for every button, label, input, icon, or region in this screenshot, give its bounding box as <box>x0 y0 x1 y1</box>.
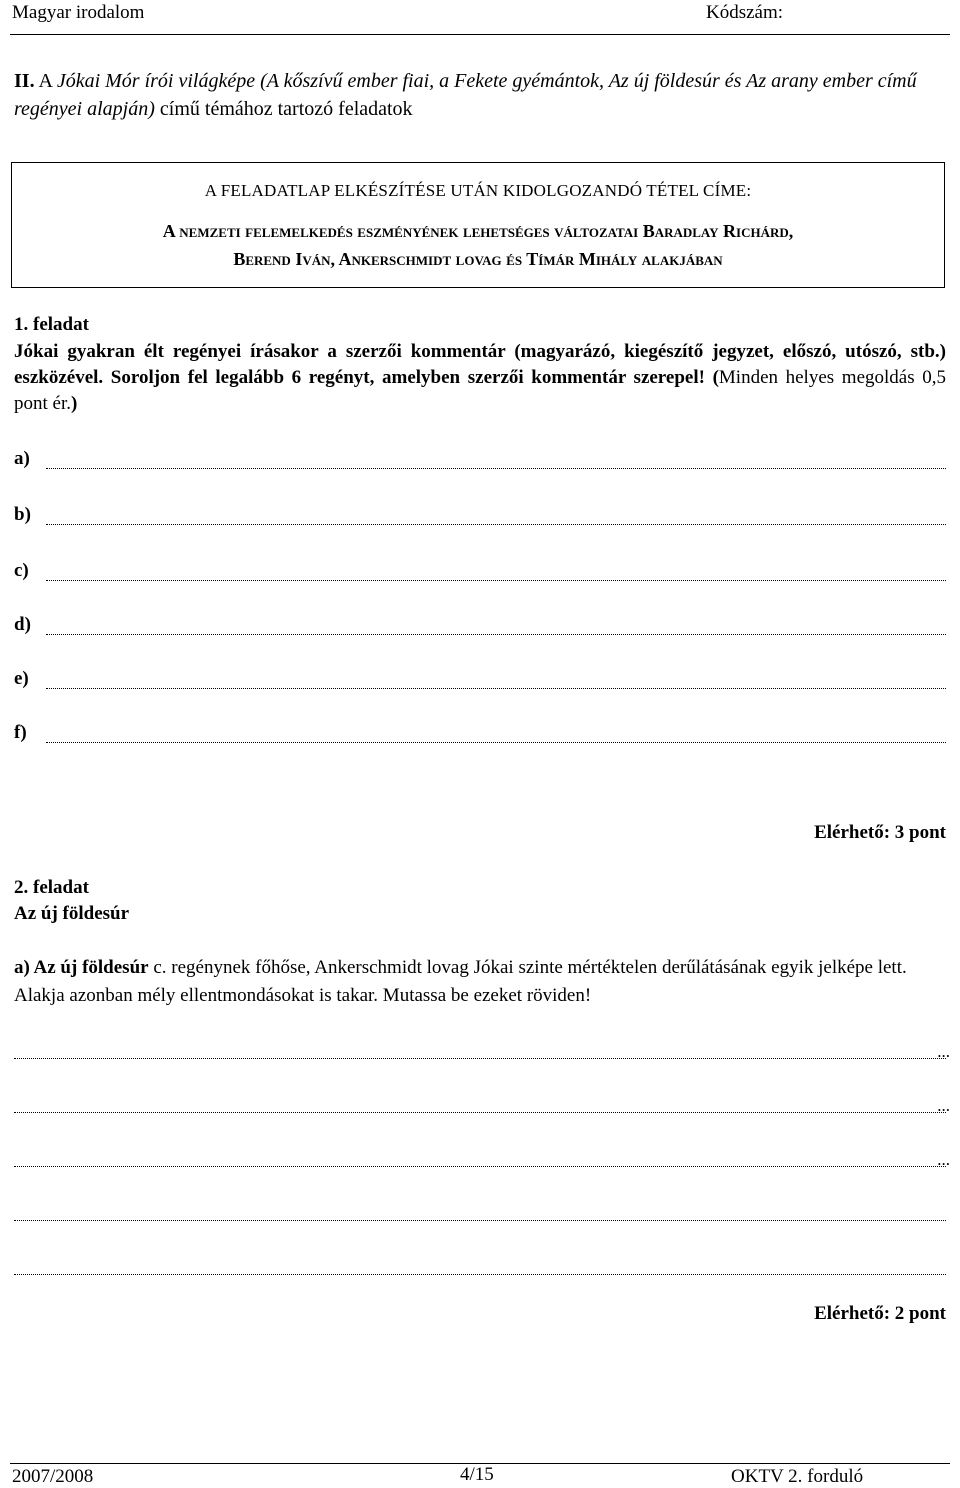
topic-title-line-2: Berend Iván, Ankerschmidt lovag és Tímár Mihály alakjában <box>233 249 723 269</box>
task1-instructions <box>14 339 946 417</box>
task2-points: Elérhető: 2 pont <box>814 1303 946 1324</box>
answer-line[interactable] <box>14 1092 950 1115</box>
answer-line[interactable] <box>14 1254 946 1275</box>
topic-title-line-1: A nemzeti felemelkedés eszményének lehetséges változatai Baradlay Richárd, <box>162 221 794 241</box>
answer-label: e) <box>14 668 29 689</box>
answer-label: d) <box>14 614 31 635</box>
topic-box <box>11 162 945 288</box>
task1-paren-open: ( <box>712 367 719 388</box>
task2-question <box>14 954 949 1010</box>
answer-label: f) <box>14 722 27 743</box>
task2-part-text: c. regénynek főhőse, Ankerschmidt lovag Jókai szinte mértéktelen derűlátásának egyik jelképe lett. Alakja azonban mély ellentmondásokat is takar. Mutassa be ezeket röviden! <box>14 957 907 1006</box>
code-label: Kódszám: <box>706 2 784 23</box>
header-divider <box>10 34 950 35</box>
task2-heading: 2. feladat <box>14 877 89 898</box>
task2-heading-block <box>14 875 129 927</box>
task1-heading: 1. feladat <box>14 314 89 335</box>
answer-line-d[interactable] <box>14 614 946 640</box>
section-title-suffix: című témához tartozó feladatok <box>154 98 413 120</box>
task1-paren-close: ) <box>71 393 78 414</box>
topic-title <box>12 217 944 273</box>
task1-text-bold: Jókai gyakran élt regényei írásakor a szerzői kommentár (magyarázó, kiegészítő jegyzet, előszó, utószó, stb.) eszközével. Soroljon fel legalább 6 regényt, amelyben szerzői kommentár szerepel! <box>14 341 946 388</box>
page-number: 4/15 <box>460 1464 494 1485</box>
line-ending: ... <box>937 1042 950 1061</box>
section-title-italic: Jókai Mór írói világképe (A kőszívű ember fiai, a Fekete gyémántok, Az új földesúr és Az arany ember című regényei alapján) <box>14 70 917 120</box>
footer-year: 2007/2008 <box>12 1466 94 1487</box>
section-title <box>14 67 944 123</box>
answer-label: c) <box>14 560 29 581</box>
answer-line[interactable] <box>14 1038 950 1061</box>
topic-label: A FELADATLAP ELKÉSZÍTÉSE UTÁN KIDOLGOZANDÓ TÉTEL CÍME: <box>204 181 752 200</box>
answer-line[interactable] <box>14 1200 946 1221</box>
answer-label: a) <box>14 448 30 469</box>
answer-line-e[interactable] <box>14 668 946 694</box>
answer-line-c[interactable] <box>14 560 946 586</box>
task1-text-normal: Minden helyes megoldás 0,5 pont ér. <box>14 367 946 414</box>
line-ending: ... <box>937 1096 950 1115</box>
section-title-prefix: A <box>38 70 57 92</box>
answer-line-f[interactable] <box>14 722 946 748</box>
task2-subtitle: Az új földesúr <box>14 903 130 924</box>
answer-line-a[interactable] <box>14 448 946 474</box>
subject-label: Magyar irodalom <box>12 2 145 23</box>
task1-points: Elérhető: 3 pont <box>814 822 946 843</box>
section-number: II. <box>14 70 35 92</box>
task2-part-label: a) Az új földesúr <box>14 957 149 978</box>
answer-label: b) <box>14 504 31 525</box>
answer-line[interactable] <box>14 1146 950 1169</box>
answer-line-b[interactable] <box>14 504 946 530</box>
footer-round: OKTV 2. forduló <box>731 1466 864 1487</box>
line-ending: ... <box>937 1150 950 1169</box>
